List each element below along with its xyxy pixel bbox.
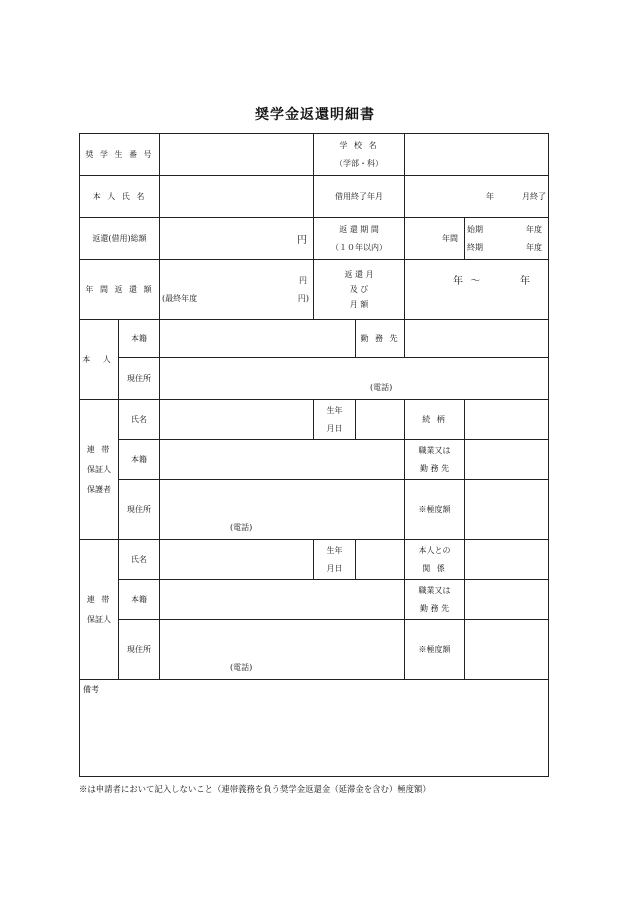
label-g2-name: 氏名 — [119, 540, 160, 580]
field-g1-limit[interactable] — [465, 480, 549, 540]
label-period: 返 還 期 間 （１０年以内） — [314, 218, 405, 260]
label-month: 返 還 月 及 び 月 額 — [314, 260, 405, 320]
field-self-domicile[interactable] — [160, 320, 356, 358]
field-g1-birth[interactable] — [356, 400, 405, 440]
label-self-group: 本 人 — [80, 320, 119, 400]
field-g1-name[interactable] — [160, 400, 314, 440]
field-self-workplace[interactable] — [405, 320, 549, 358]
label-g1-relation: 続 柄 — [405, 400, 465, 440]
label-g2-domicile: 本籍 — [119, 580, 160, 620]
field-g2-domicile[interactable] — [160, 580, 405, 620]
field-g2-occupation[interactable] — [465, 580, 549, 620]
label-total: 返還(借用)総額 — [80, 218, 160, 260]
tel-label: (電話) — [230, 663, 253, 672]
field-g1-address[interactable] — [160, 480, 405, 540]
row-g2-domicile — [80, 580, 549, 620]
label-remarks: 備考 — [83, 685, 99, 694]
label-self-address: 現住所 — [119, 358, 160, 400]
tel-label: (電話) — [230, 523, 253, 532]
field-g2-address[interactable] — [160, 620, 405, 680]
row-self-address — [80, 358, 549, 400]
label-name: 本 人 氏 名 — [80, 176, 160, 218]
field-g1-relation[interactable] — [465, 400, 549, 440]
label-student-number: 奨 学 生 番 号 — [80, 134, 160, 176]
field-period-range[interactable]: 始期 年度 終期 年度 — [465, 218, 549, 260]
tel-label: (電話) — [370, 383, 393, 392]
label-g2-relation: 本人との 関 係 — [405, 540, 465, 580]
row-g2-address — [80, 620, 549, 680]
row-total — [80, 218, 549, 260]
field-g2-limit[interactable] — [465, 620, 549, 680]
field-remarks[interactable] — [80, 680, 549, 777]
field-annual[interactable]: 円 (最終年度 円) — [160, 260, 314, 320]
row-annual — [80, 260, 549, 320]
row-g1-name — [80, 400, 549, 440]
field-student-number[interactable] — [160, 134, 314, 176]
label-self-domicile: 本籍 — [119, 320, 160, 358]
row-remarks — [80, 680, 549, 777]
label-g1-domicile: 本籍 — [119, 440, 160, 480]
field-g2-name[interactable] — [160, 540, 314, 580]
label-g1-name: 氏名 — [119, 400, 160, 440]
field-g1-domicile[interactable] — [160, 440, 405, 480]
field-self-address[interactable] — [160, 358, 549, 400]
label-g2-address: 現住所 — [119, 620, 160, 680]
label-g2-limit: ※極度額 — [405, 620, 465, 680]
repayment-form-table — [79, 133, 549, 777]
row-self-domicile — [80, 320, 549, 358]
label-g1-occupation: 職業又は 勤 務 先 — [405, 440, 465, 480]
field-loan-end[interactable]: 年 月終了 — [405, 176, 549, 218]
label-annual: 年 間 返 還 額 — [80, 260, 160, 320]
page-title: 奨学金返還明細書 — [255, 107, 375, 123]
field-g2-birth[interactable] — [356, 540, 405, 580]
label-g1-limit: ※極度額 — [405, 480, 465, 540]
row-g1-domicile — [80, 440, 549, 480]
field-name[interactable] — [160, 176, 314, 218]
field-total[interactable]: 円 — [160, 218, 314, 260]
label-g2-birth: 生年 月日 — [314, 540, 356, 580]
label-school-name: 学 校 名 （学部・科） — [314, 134, 405, 176]
label-g1-birth: 生年 月日 — [314, 400, 356, 440]
field-period-years[interactable]: 年間 — [405, 218, 465, 260]
label-loan-end: 借用終了年月 — [314, 176, 405, 218]
row-name — [80, 176, 549, 218]
label-g1-address: 現住所 — [119, 480, 160, 540]
row-g2-name — [80, 540, 549, 580]
label-self-workplace: 勤 務 先 — [356, 320, 405, 358]
field-school-name[interactable] — [405, 134, 549, 176]
label-g2-occupation: 職業又は 勤 務 先 — [405, 580, 465, 620]
row-g1-address — [80, 480, 549, 540]
field-g1-occupation[interactable] — [465, 440, 549, 480]
field-month[interactable]: 年 ～ 年 — [405, 260, 549, 320]
row-student-number — [80, 134, 549, 176]
label-g2-group: 連 帯 保証人 — [80, 540, 119, 680]
field-g2-relation[interactable] — [465, 540, 549, 580]
footnote: ※は申請者において記入しないこと（連帯義務を負う奨学金返還金（延滞金を含む）極度額） — [79, 784, 431, 794]
label-g1-group: 連 帯 保証人 保護者 — [80, 400, 119, 540]
